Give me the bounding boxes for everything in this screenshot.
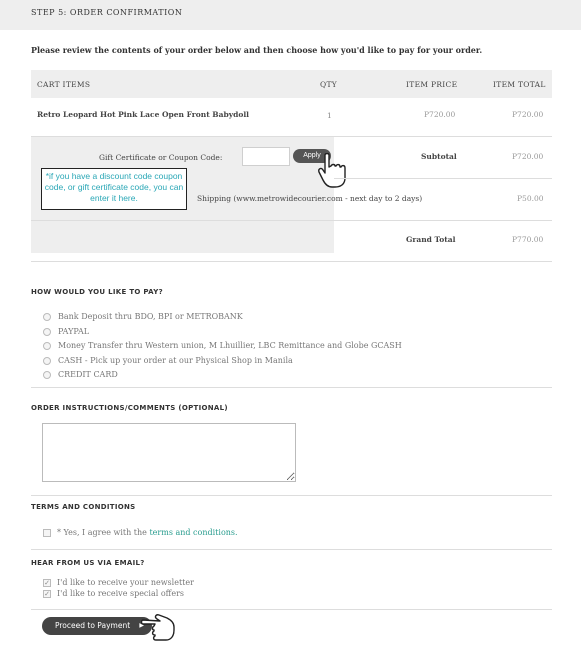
item-name: Retro Leopard Hot Pink Lace Open Front Babydoll — [37, 110, 250, 119]
step-title: STEP 5: ORDER CONFIRMATION — [31, 8, 183, 17]
proceed-to-payment-button[interactable] — [42, 617, 152, 635]
proceed-label: Proceed to Payment — [55, 621, 131, 630]
cart-header-row — [31, 70, 552, 98]
header-qty: QTY — [320, 80, 338, 89]
radio-button[interactable] — [43, 371, 51, 379]
step-header — [0, 0, 581, 30]
coupon-input[interactable] — [242, 147, 290, 166]
item-price: P720.00 — [424, 110, 456, 119]
terms-checkbox[interactable] — [43, 529, 51, 537]
shipping-label: Shipping (www.metrowidecourier.com - next day to 2 days) — [197, 194, 423, 203]
grand-total-label: Grand Total — [406, 235, 456, 244]
pointer-hand-icon — [141, 614, 175, 642]
payment-option-label: Bank Deposit thru BDO, BPI or METROBANK — [58, 312, 243, 321]
coupon-label: Gift Certificate or Coupon Code: — [99, 153, 223, 162]
grand-total-value: P770.00 — [512, 235, 544, 244]
offers-checkbox[interactable]: ✓ — [44, 590, 50, 598]
payment-option-label: CASH - Pick up your order at our Physical Shop in Manila — [58, 356, 293, 365]
subtotal-label: Subtotal — [421, 152, 457, 161]
terms-section-title: TERMS AND CONDITIONS — [31, 503, 136, 511]
email-section-title: HEAR FROM US VIA EMAIL? — [31, 559, 145, 567]
terms-label — [57, 528, 238, 537]
radio-button[interactable] — [43, 357, 51, 365]
payment-section-title: HOW WOULD YOU LIKE TO PAY? — [31, 288, 163, 296]
payment-option-label: CREDIT CARD — [58, 370, 118, 379]
intro-text: Please review the contents of your order below and then choose how you'd like to pay for your order. — [31, 45, 483, 55]
shipping-value: P50.00 — [517, 194, 544, 203]
comments-textarea[interactable] — [42, 423, 296, 482]
header-cart-items: CART ITEMS — [37, 80, 91, 89]
terms-prefix: * Yes, I agree with the — [57, 528, 150, 537]
row-divider — [31, 261, 552, 262]
pointer-hand-icon — [318, 153, 352, 189]
payment-option-label: PAYPAL — [58, 327, 90, 336]
newsletter-label: I'd like to receive your newsletter — [57, 578, 194, 587]
newsletter-checkbox[interactable]: ✓ — [44, 579, 50, 587]
section-divider — [31, 609, 552, 610]
row-divider — [334, 178, 552, 179]
row-divider — [31, 220, 552, 221]
item-total: P720.00 — [512, 110, 544, 119]
section-divider — [31, 495, 552, 496]
comments-section-title: ORDER INSTRUCTIONS/COMMENTS (OPTIONAL) — [31, 404, 228, 412]
section-divider — [31, 549, 552, 550]
play-arrow-icon: ▶ — [139, 622, 144, 629]
offers-label: I'd like to receive special offers — [57, 589, 185, 598]
terms-link[interactable]: terms and conditions. — [149, 528, 238, 537]
subtotal-value: P720.00 — [512, 152, 544, 161]
coupon-tip-box: *if you have a discount code coupon code, or gift certificate code, you can enter it here. — [41, 168, 187, 210]
header-item-price: ITEM PRICE — [406, 80, 458, 89]
apply-button[interactable]: Apply — [293, 149, 331, 163]
radio-button[interactable] — [43, 328, 51, 336]
radio-button[interactable] — [43, 313, 51, 321]
header-item-total: ITEM TOTAL — [493, 80, 546, 89]
payment-option-label: Money Transfer thru Western union, M Lhuillier, LBC Remittance and Globe GCASH — [58, 341, 402, 350]
item-qty: 1 — [327, 111, 332, 120]
section-divider — [31, 387, 552, 388]
radio-button[interactable] — [43, 342, 51, 350]
